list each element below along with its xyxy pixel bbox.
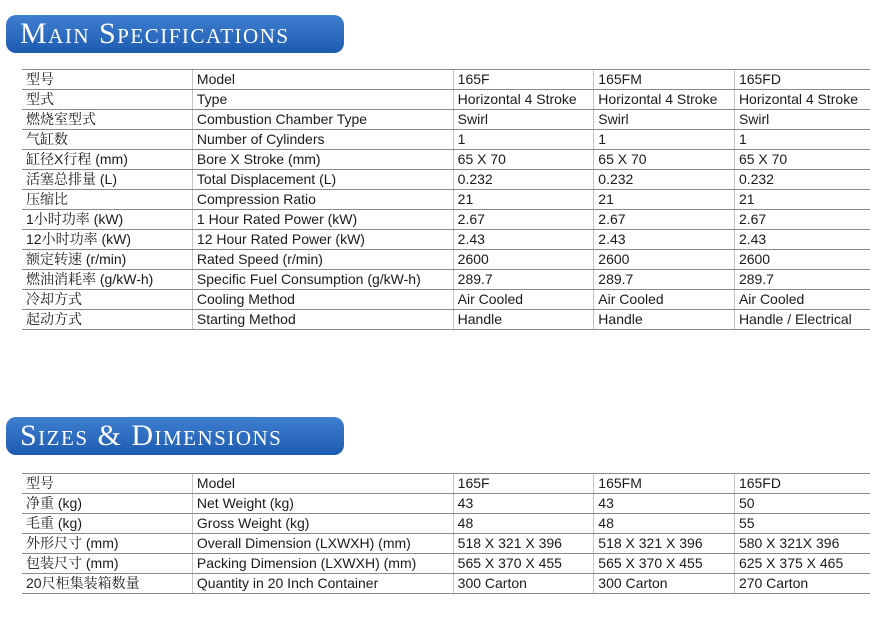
label-en-cell: 12 Hour Rated Power (kW) (192, 230, 453, 250)
value-165fd-cell: 270 Carton (734, 574, 870, 594)
value-165f-cell: 300 Carton (453, 574, 594, 594)
label-cn-cell: 毛重 (kg) (22, 514, 192, 534)
label-en-cell: Overall Dimension (LXWXH) (mm) (192, 534, 453, 554)
label-en-cell: Rated Speed (r/min) (192, 250, 453, 270)
value-165fd-cell: 165FD (734, 70, 870, 90)
value-165fd-cell: 2600 (734, 250, 870, 270)
label-cn-cell: 净重 (kg) (22, 494, 192, 514)
value-165fd-cell: 55 (734, 514, 870, 534)
label-cn-cell: 缸径X行程 (mm) (22, 150, 192, 170)
value-165fd-cell: 50 (734, 494, 870, 514)
table-row (22, 250, 870, 270)
main-specifications-banner (6, 15, 344, 53)
value-165f-cell: 565 X 370 X 455 (453, 554, 594, 574)
label-cn-cell: 燃油消耗率 (g/kW-h) (22, 270, 192, 290)
main-specifications-table (22, 69, 870, 330)
value-165fd-cell: Handle / Electrical (734, 310, 870, 330)
label-en-cell: Net Weight (kg) (192, 494, 453, 514)
value-165f-cell: Air Cooled (453, 290, 594, 310)
table-row (22, 230, 870, 250)
table-row (22, 290, 870, 310)
value-165fm-cell: Horizontal 4 Stroke (594, 90, 735, 110)
label-cn-cell: 型号 (22, 474, 192, 494)
value-165f-cell: 2.67 (453, 210, 594, 230)
label-cn-cell: 活塞总排量 (L) (22, 170, 192, 190)
label-en-cell: Bore X Stroke (mm) (192, 150, 453, 170)
value-165f-cell: 43 (453, 494, 594, 514)
value-165fm-cell: Air Cooled (594, 290, 735, 310)
table-row (22, 210, 870, 230)
value-165f-cell: 0.232 (453, 170, 594, 190)
value-165f-cell: Horizontal 4 Stroke (453, 90, 594, 110)
value-165fd-cell: 65 X 70 (734, 150, 870, 170)
label-cn-cell: 型式 (22, 90, 192, 110)
value-165f-cell: 289.7 (453, 270, 594, 290)
table-row (22, 310, 870, 330)
value-165fm-cell: 2.67 (594, 210, 735, 230)
value-165f-cell: 1 (453, 130, 594, 150)
label-cn-cell: 包装尺寸 (mm) (22, 554, 192, 574)
sizes-dimensions-title: Sizes & Dimensions (20, 419, 283, 452)
main-specifications-title: Main Specifications (20, 17, 290, 50)
value-165fm-cell: 21 (594, 190, 735, 210)
value-165fd-cell: Horizontal 4 Stroke (734, 90, 870, 110)
table-row (22, 150, 870, 170)
value-165f-cell: 165F (453, 474, 594, 494)
value-165fm-cell: 48 (594, 514, 735, 534)
table-row (22, 494, 870, 514)
label-cn-cell: 压缩比 (22, 190, 192, 210)
label-en-cell: Model (192, 70, 453, 90)
value-165f-cell: 21 (453, 190, 594, 210)
value-165fm-cell: 289.7 (594, 270, 735, 290)
value-165fd-cell: 0.232 (734, 170, 870, 190)
table-row (22, 270, 870, 290)
value-165fm-cell: 65 X 70 (594, 150, 735, 170)
label-en-cell: 1 Hour Rated Power (kW) (192, 210, 453, 230)
label-en-cell: Specific Fuel Consumption (g/kW-h) (192, 270, 453, 290)
value-165fd-cell: 580 X 321X 396 (734, 534, 870, 554)
label-en-cell: Quantity in 20 Inch Container (192, 574, 453, 594)
value-165fm-cell: 300 Carton (594, 574, 735, 594)
table-row (22, 534, 870, 554)
table-row (22, 474, 870, 494)
value-165f-cell: 48 (453, 514, 594, 534)
value-165f-cell: 2600 (453, 250, 594, 270)
table-row (22, 70, 870, 90)
value-165fm-cell: 2.43 (594, 230, 735, 250)
table-row (22, 110, 870, 130)
label-cn-cell: 12小时功率 (kW) (22, 230, 192, 250)
value-165fm-cell: 565 X 370 X 455 (594, 554, 735, 574)
value-165fd-cell: 2.67 (734, 210, 870, 230)
table-row (22, 170, 870, 190)
value-165f-cell: 2.43 (453, 230, 594, 250)
table-row (22, 130, 870, 150)
value-165fd-cell: 2.43 (734, 230, 870, 250)
table-row (22, 514, 870, 534)
value-165f-cell: Handle (453, 310, 594, 330)
table-row (22, 554, 870, 574)
label-en-cell: Cooling Method (192, 290, 453, 310)
table-row (22, 574, 870, 594)
label-cn-cell: 气缸数 (22, 130, 192, 150)
label-cn-cell: 20尺柜集装箱数量 (22, 574, 192, 594)
label-cn-cell: 燃烧室型式 (22, 110, 192, 130)
table-row (22, 190, 870, 210)
label-cn-cell: 型号 (22, 70, 192, 90)
label-cn-cell: 外形尺寸 (mm) (22, 534, 192, 554)
value-165f-cell: 165F (453, 70, 594, 90)
label-en-cell: Gross Weight (kg) (192, 514, 453, 534)
label-cn-cell: 冷却方式 (22, 290, 192, 310)
label-en-cell: Combustion Chamber Type (192, 110, 453, 130)
value-165fm-cell: Swirl (594, 110, 735, 130)
label-cn-cell: 额定转速 (r/min) (22, 250, 192, 270)
value-165fd-cell: 1 (734, 130, 870, 150)
value-165fm-cell: 165FM (594, 70, 735, 90)
label-en-cell: Type (192, 90, 453, 110)
label-en-cell: Starting Method (192, 310, 453, 330)
label-en-cell: Model (192, 474, 453, 494)
label-cn-cell: 起动方式 (22, 310, 192, 330)
value-165fm-cell: 0.232 (594, 170, 735, 190)
value-165f-cell: 65 X 70 (453, 150, 594, 170)
sizes-dimensions-banner (6, 417, 344, 455)
value-165fd-cell: Swirl (734, 110, 870, 130)
value-165fd-cell: 625 X 375 X 465 (734, 554, 870, 574)
value-165fm-cell: 1 (594, 130, 735, 150)
value-165fd-cell: 289.7 (734, 270, 870, 290)
label-en-cell: Total Displacement (L) (192, 170, 453, 190)
label-en-cell: Compression Ratio (192, 190, 453, 210)
label-en-cell: Number of Cylinders (192, 130, 453, 150)
value-165fm-cell: 518 X 321 X 396 (594, 534, 735, 554)
value-165fd-cell: Air Cooled (734, 290, 870, 310)
value-165f-cell: Swirl (453, 110, 594, 130)
sizes-dimensions-table (22, 473, 870, 594)
value-165fm-cell: 2600 (594, 250, 735, 270)
label-cn-cell: 1小时功率 (kW) (22, 210, 192, 230)
label-en-cell: Packing Dimension (LXWXH) (mm) (192, 554, 453, 574)
value-165f-cell: 518 X 321 X 396 (453, 534, 594, 554)
value-165fd-cell: 165FD (734, 474, 870, 494)
value-165fm-cell: 43 (594, 494, 735, 514)
value-165fm-cell: 165FM (594, 474, 735, 494)
value-165fd-cell: 21 (734, 190, 870, 210)
value-165fm-cell: Handle (594, 310, 735, 330)
table-row (22, 90, 870, 110)
